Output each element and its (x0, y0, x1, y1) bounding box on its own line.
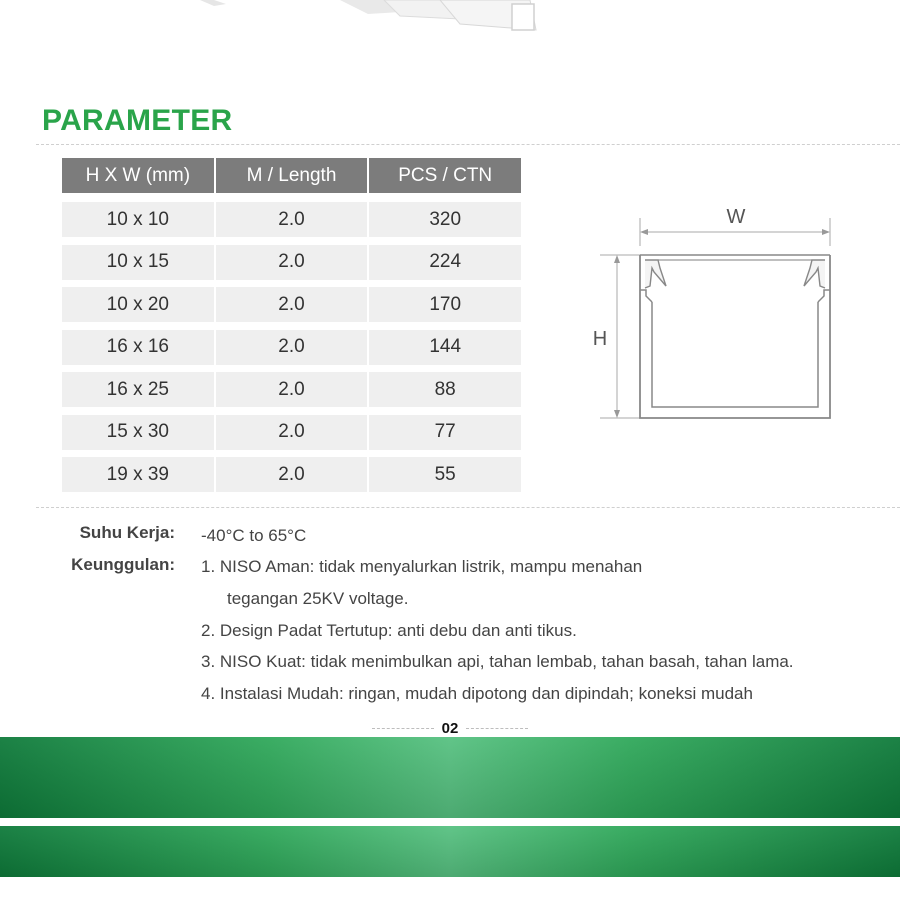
cell-size: 19 x 39 (62, 457, 214, 492)
cell-length: 2.0 (214, 287, 368, 322)
parameter-table (62, 158, 521, 500)
cell-pcs: 224 (367, 245, 521, 280)
cell-size: 10 x 15 (62, 245, 214, 280)
divider-top (36, 144, 900, 145)
cell-pcs: 144 (367, 330, 521, 365)
height-label: H (592, 328, 608, 350)
cell-pcs: 88 (367, 372, 521, 407)
cell-pcs: 320 (367, 202, 521, 237)
cell-length: 2.0 (214, 372, 368, 407)
cell-pcs: 55 (367, 457, 521, 492)
cell-size: 10 x 20 (62, 287, 214, 322)
advantages-label: Keunggulan: (71, 555, 175, 574)
header-pcs: PCS / CTN (367, 158, 521, 193)
table-row (62, 372, 521, 407)
temperature-label: Suhu Kerja: (79, 523, 175, 542)
page-number-dash-left (372, 728, 434, 729)
table-row (62, 202, 521, 237)
table-header-row (62, 158, 521, 193)
cell-size: 16 x 16 (62, 330, 214, 365)
divider-middle (36, 507, 900, 508)
cell-length: 2.0 (214, 330, 368, 365)
trunking-cross-section-diagram (590, 195, 850, 435)
cell-pcs: 77 (367, 415, 521, 450)
page-number-text: 02 (441, 719, 459, 737)
section-title: PARAMETER (42, 104, 233, 137)
table-row (62, 415, 521, 450)
advantage-line: 4. Instalasi Mudah: ringan, mudah dipotong dan dipindah; koneksi mudah (201, 684, 753, 703)
cell-length: 2.0 (214, 202, 368, 237)
advantage-line: 1. NISO Aman: tidak menyalurkan listrik, mampu menahan (201, 557, 643, 576)
table-row (62, 245, 521, 280)
cell-size: 10 x 10 (62, 202, 214, 237)
advantage-line: 2. Design Padat Tertutup: anti debu dan anti tikus. (201, 621, 577, 640)
page-number (0, 719, 900, 737)
advantage-line: tegangan 25KV voltage. (227, 589, 409, 608)
width-label: W (726, 206, 746, 228)
table-row (62, 457, 521, 492)
advantage-line: 3. NISO Kuat: tidak menimbulkan api, tahan lembab, tahan basah, tahan lama. (201, 652, 794, 671)
table-row (62, 287, 521, 322)
temperature-value: -40°C to 65°C (201, 526, 307, 545)
page-number-dash-right (466, 728, 528, 729)
cell-length: 2.0 (214, 245, 368, 280)
footer-band-top (0, 737, 900, 818)
table-row (62, 330, 521, 365)
product-photo (0, 0, 900, 40)
header-length: M / Length (214, 158, 368, 193)
cell-length: 2.0 (214, 415, 368, 450)
cell-pcs: 170 (367, 287, 521, 322)
cell-length: 2.0 (214, 457, 368, 492)
header-size: H X W (mm) (62, 158, 214, 193)
footer-band-bottom (0, 826, 900, 877)
cell-size: 15 x 30 (62, 415, 214, 450)
cell-size: 16 x 25 (62, 372, 214, 407)
